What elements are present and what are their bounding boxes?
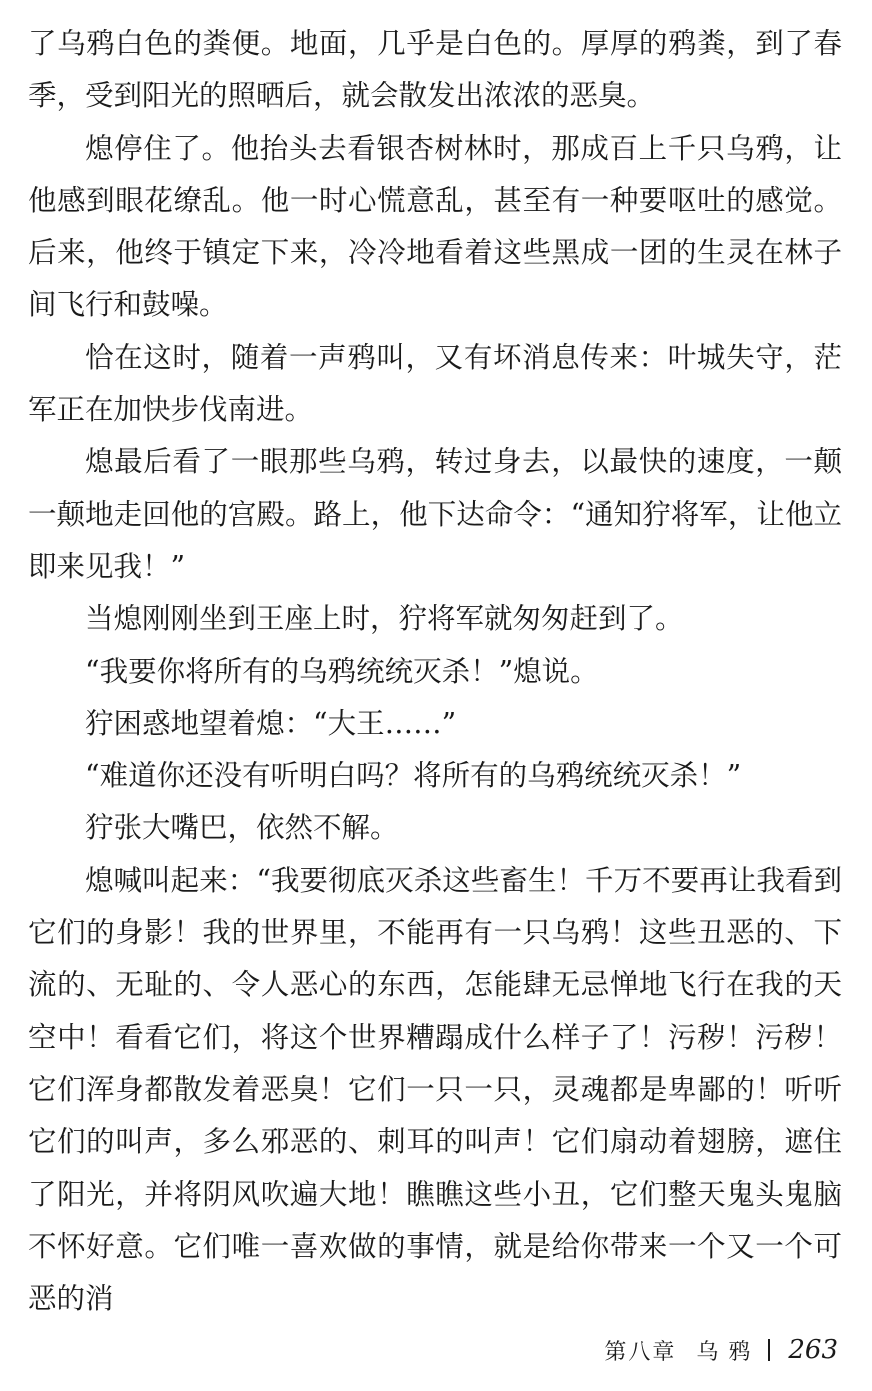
page-footer: [604, 1332, 838, 1368]
footer-divider: [768, 1339, 770, 1361]
paragraph-4: 熄最后看了一眼那些乌鸦，转过身去，以最快的速度，一颠一颠地走回他的宫殿。路上，他下达命令：“通知狞将军，让他立即来见我！”: [28, 445, 842, 583]
paragraph-9: 狞张大嘴巴，依然不解。: [85, 811, 399, 845]
paragraph-3: 恰在这时，随着一声鸦叫，又有坏消息传来：叶城失守，茫军正在加快步伐南进。: [28, 340, 842, 427]
chapter-title: 乌鸦: [696, 1339, 761, 1365]
paragraph-8: “难道你还没有听明白吗？将所有的乌鸦统统灭杀！”: [85, 759, 742, 793]
page-number: 263: [788, 1335, 838, 1365]
paragraph-1: 了乌鸦白色的粪便。地面，几乎是白色的。厚厚的鸦粪，到了春季，受到阳光的照晒后，就会散发出浓浓的恶臭。: [28, 27, 842, 113]
paragraph-6: “我要你将所有的乌鸦统统灭杀！”熄说。: [85, 654, 599, 688]
paragraph-7: 狞困惑地望着熄：“大王……”: [85, 706, 457, 740]
body-text: [28, 18, 842, 1325]
paragraph-2: 熄停住了。他抬头去看银杏树林时，那成百上千只乌鸦，让他感到眼花缭乱。他一时心慌意乱，甚至有一种要呕吐的感觉。后来，他终于镇定下来，冷冷地看着这些黑成一团的生灵在林子间飞行和鼓噪。: [28, 131, 842, 322]
paragraph-10: 熄喊叫起来：“我要彻底灭杀这些畜生！千万不要再让我看到它们的身影！我的世界里，不能再有一只乌鸦！这些丑恶的、下流的、无耻的、令人恶心的东西，怎能肆无忌惮地飞行在我的天空中！看看它们，将这个世界糟蹋成什么样子了！污秽！污秽！它们浑身都散发着恶臭！它们一只一只，灵魂都是卑鄙的！听听它们的叫声，多么邪恶的、刺耳的叫声！它们扇动着翅膀，遮住了阳光，并将阴风吹遍大地！瞧瞧这些小丑，它们整天鬼头鬼脑不怀好意。它们唯一喜欢做的事情，就是给你带来一个又一个可恶的消: [28, 863, 842, 1316]
chapter-label: 第八章: [604, 1339, 677, 1365]
paragraph-5: 当熄刚刚坐到王座上时，狞将军就匆匆赶到了。: [85, 602, 684, 636]
